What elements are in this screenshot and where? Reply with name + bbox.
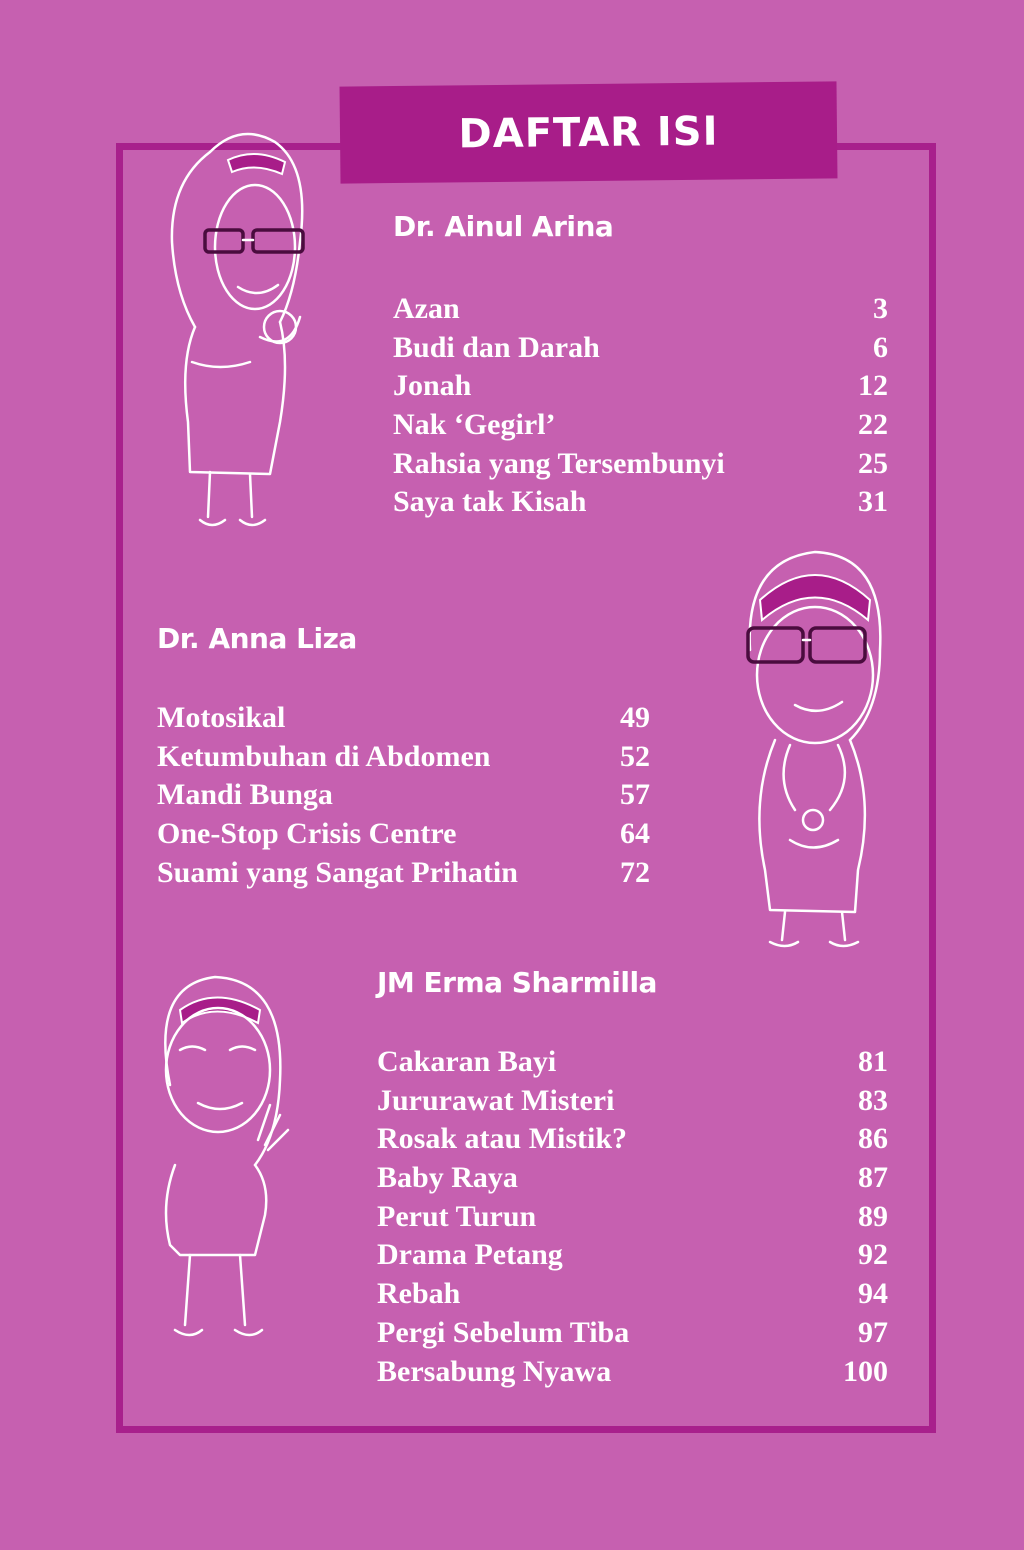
toc-entry[interactable] bbox=[377, 1120, 888, 1159]
entry-title: Jonah bbox=[393, 369, 472, 403]
toc-entry[interactable] bbox=[393, 406, 888, 445]
toc-entry[interactable] bbox=[377, 1236, 888, 1275]
entry-title: Pergi Sebelum Tiba bbox=[377, 1315, 630, 1349]
toc-entry[interactable] bbox=[157, 738, 650, 777]
entry-page: 31 bbox=[858, 485, 888, 519]
toc-entry[interactable] bbox=[377, 1082, 888, 1121]
toc-entry[interactable] bbox=[393, 367, 888, 406]
entry-title: One-Stop Crisis Centre bbox=[157, 817, 457, 851]
entry-page: 3 bbox=[873, 292, 888, 325]
toc-entry[interactable] bbox=[157, 776, 650, 815]
toc-list bbox=[157, 699, 650, 892]
entry-page: 6 bbox=[873, 330, 888, 364]
section-author: JM Erma Sharmilla bbox=[377, 966, 657, 999]
entry-page: 89 bbox=[858, 1199, 888, 1233]
toc-entry[interactable] bbox=[157, 699, 650, 738]
entry-title: Budi dan Darah bbox=[393, 330, 600, 364]
entry-title: Baby Raya bbox=[377, 1161, 518, 1195]
toc-entry[interactable] bbox=[377, 1198, 888, 1237]
nurse-waving-caricature bbox=[140, 965, 300, 1350]
entry-page: 49 bbox=[620, 701, 650, 734]
entry-title: Jururawat Misteri bbox=[377, 1083, 615, 1117]
section-author: Dr. Anna Liza bbox=[157, 622, 357, 655]
doctor-with-baby-caricature bbox=[150, 122, 325, 532]
toc-entry[interactable] bbox=[157, 854, 650, 893]
entry-page: 97 bbox=[858, 1315, 888, 1349]
entry-page: 92 bbox=[858, 1238, 888, 1272]
toc-entry[interactable] bbox=[377, 1159, 888, 1198]
entry-page: 100 bbox=[843, 1354, 888, 1388]
entry-page: 64 bbox=[620, 817, 650, 851]
toc-entry[interactable] bbox=[377, 1314, 888, 1353]
entry-page: 81 bbox=[858, 1045, 888, 1078]
entry-title: Saya tak Kisah bbox=[393, 485, 587, 519]
entry-title: Drama Petang bbox=[377, 1238, 563, 1272]
entry-page: 52 bbox=[620, 739, 650, 773]
entry-title: Motosikal bbox=[157, 701, 286, 734]
entry-page: 72 bbox=[620, 855, 650, 889]
entry-title: Suami yang Sangat Prihatin bbox=[157, 855, 518, 889]
entry-title: Rahsia yang Tersembunyi bbox=[393, 446, 725, 480]
toc-entry[interactable] bbox=[377, 1043, 888, 1082]
toc-entry[interactable] bbox=[377, 1353, 888, 1392]
entry-title: Cakaran Bayi bbox=[377, 1045, 557, 1078]
entry-title: Bersabung Nyawa bbox=[377, 1354, 612, 1388]
page-title: DAFTAR ISI bbox=[458, 108, 719, 157]
entry-page: 57 bbox=[620, 778, 650, 812]
toc-list bbox=[377, 1043, 888, 1391]
entry-title: Ketumbuhan di Abdomen bbox=[157, 739, 491, 773]
entry-page: 12 bbox=[858, 369, 888, 403]
entry-title: Mandi Bunga bbox=[157, 778, 333, 812]
toc-entry[interactable] bbox=[393, 329, 888, 368]
entry-page: 87 bbox=[858, 1161, 888, 1195]
entry-page: 83 bbox=[858, 1083, 888, 1117]
entry-page: 94 bbox=[858, 1277, 888, 1311]
entry-title: Perut Turun bbox=[377, 1199, 537, 1233]
toc-list bbox=[393, 290, 888, 522]
entry-title: Rebah bbox=[377, 1277, 461, 1311]
title-banner bbox=[340, 81, 838, 183]
doctor-with-stethoscope-caricature bbox=[730, 540, 895, 950]
toc-entry[interactable] bbox=[393, 290, 888, 329]
toc-entry[interactable] bbox=[393, 483, 888, 522]
toc-entry[interactable] bbox=[377, 1275, 888, 1314]
entry-title: Rosak atau Mistik? bbox=[377, 1122, 628, 1156]
entry-page: 86 bbox=[858, 1122, 888, 1156]
toc-entry[interactable] bbox=[393, 445, 888, 484]
section-author: Dr. Ainul Arina bbox=[393, 210, 614, 243]
toc-entry[interactable] bbox=[157, 815, 650, 854]
entry-page: 22 bbox=[858, 408, 888, 442]
entry-title: Azan bbox=[393, 292, 460, 325]
entry-title: Nak ‘Gegirl’ bbox=[393, 408, 556, 442]
entry-page: 25 bbox=[858, 446, 888, 480]
